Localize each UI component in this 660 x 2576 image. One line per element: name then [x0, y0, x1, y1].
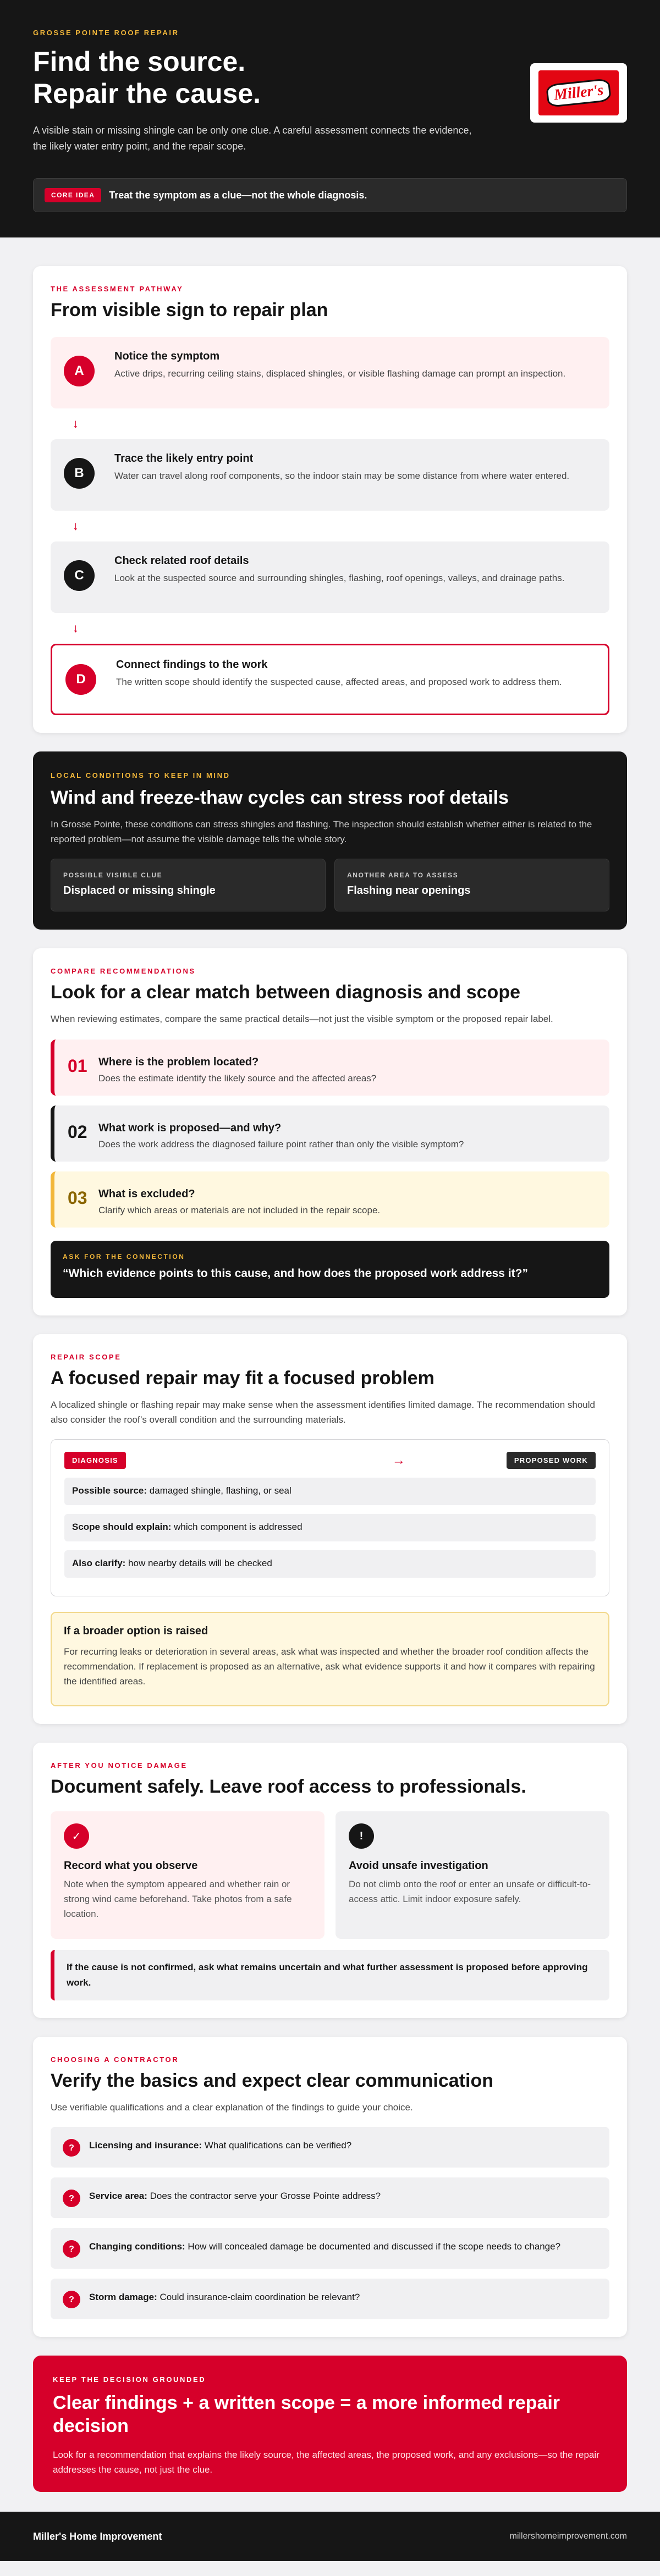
pathway-steps — [51, 337, 609, 715]
hero-subtitle: A visible stain or missing shingle can be only one clue. A careful assessment connects the evidence, the likely water entry point, and the repair scope. — [33, 125, 472, 152]
note-text: For recurring leaks or deterioration in several areas, ask what was inspected and whether the broader roof condition affects the recommendation. If replacement is proposed as an alternative, ask what evidence supports it and how it compares with repairing the identified areas. — [64, 1646, 595, 1687]
uncertainty-warning: If the cause is not confirmed, ask what remains uncertain and what further assessment is proposed before approving work. — [51, 1950, 609, 2000]
question-icon: ? — [63, 2139, 80, 2157]
step-a — [51, 337, 609, 408]
step-badge: D — [65, 664, 96, 695]
checklist-item — [51, 2177, 609, 2218]
checklist-item — [51, 2279, 609, 2319]
clue-value: Displaced or missing shingle — [63, 885, 216, 897]
assessment-pathway-card — [33, 266, 627, 733]
checkmark-icon: ✓ — [64, 1823, 89, 1849]
question-text: Does the work address the diagnosed failure point rather than only the visible symptom? — [98, 1139, 464, 1149]
safety-tiles — [51, 1811, 609, 1939]
checklist-text: How will concealed damage be documented and discussed if the scope needs to change? — [185, 2241, 561, 2252]
step-badge: A — [64, 356, 95, 386]
clue-value: Flashing near openings — [347, 885, 471, 897]
main-content — [0, 237, 660, 2492]
hero-title-line-2: Repair the cause. — [33, 78, 261, 109]
scope-eyebrow: REPAIR SCOPE — [51, 1353, 122, 1361]
checklist-text: Could insurance-claim coordination be relevant? — [157, 2292, 360, 2302]
checklist-label: Licensing and insurance: — [89, 2140, 202, 2151]
step-text: Water can travel along roof components, so the indoor stain may be some distance from where water entered. — [114, 471, 570, 481]
ask-quote: “Which evidence points to this cause, and how does the proposed work address it?” — [63, 1267, 528, 1280]
compare-eyebrow: COMPARE RECOMMENDATIONS — [51, 967, 196, 975]
diagnosis-tag: DIAGNOSIS — [64, 1452, 126, 1469]
clue-box — [51, 859, 326, 911]
question-title: What work is proposed—and why? — [98, 1122, 282, 1134]
question-icon: ? — [63, 2240, 80, 2258]
scope-text: A localized shingle or flashing repair may make sense when the assessment identifies limited damage. The recommendation should also consider the roof’s overall condition and the surrounding materials. — [51, 1400, 595, 1425]
step-title: Notice the symptom — [114, 350, 220, 362]
hero-title — [33, 46, 473, 109]
checklist-text: What qualifications can be verified? — [202, 2140, 352, 2151]
final-title: Clear findings + a written scope = a more informed repair decision — [53, 2392, 560, 2436]
question-item — [51, 1105, 609, 1162]
step-badge: C — [64, 560, 95, 591]
safety-card — [33, 1743, 627, 2018]
proposed-work-tag: PROPOSED WORK — [507, 1452, 596, 1469]
pathway-title: From visible sign to repair plan — [51, 300, 328, 320]
question-title: What is excluded? — [98, 1188, 195, 1200]
safety-title: Document safely. Leave roof access to professionals. — [51, 1776, 526, 1797]
question-title: Where is the problem located? — [98, 1056, 259, 1068]
tile-title: Avoid unsafe investigation — [349, 1860, 488, 1872]
safety-eyebrow: AFTER YOU NOTICE DAMAGE — [51, 1761, 188, 1770]
hero-banner — [0, 0, 660, 237]
final-eyebrow: KEEP THE DECISION GROUNDED — [53, 2375, 206, 2384]
step-title: Connect findings to the work — [116, 659, 268, 671]
arrow-down-icon: ↓ — [73, 519, 79, 533]
local-title: Wind and freeze-thaw cycles can stress roof details — [51, 787, 509, 808]
contractor-eyebrow: CHOOSING A CONTRACTOR — [51, 2055, 179, 2064]
question-number: 03 — [68, 1188, 87, 1208]
scope-row-label: Possible source: — [72, 1485, 147, 1496]
step-c — [51, 541, 609, 613]
step-badge: B — [64, 458, 95, 489]
contractor-card — [33, 2037, 627, 2337]
clue-box — [334, 859, 609, 911]
scope-row-label: Scope should explain: — [72, 1522, 172, 1532]
question-item — [51, 1040, 609, 1096]
clue-label: POSSIBLE VISIBLE CLUE — [63, 871, 163, 879]
diagnosis-scope-diagram — [51, 1439, 609, 1596]
scope-row-label: Also clarify: — [72, 1558, 126, 1568]
question-icon: ? — [63, 2291, 80, 2308]
hero-eyebrow: GROSSE POINTE ROOF REPAIR — [33, 29, 179, 37]
compare-title: Look for a clear match between diagnosis and scope — [51, 982, 521, 1003]
scope-row-text: which component is addressed — [171, 1522, 302, 1532]
core-idea-tag: CORE IDEA — [45, 188, 101, 202]
footer-website-link[interactable]: millershomeimprovement.com — [509, 2531, 627, 2541]
tile-title: Record what you observe — [64, 1860, 198, 1872]
logo-wordmark: Miller's — [546, 78, 612, 108]
arrow-down-icon: ↓ — [73, 621, 79, 635]
local-text: In Grosse Pointe, these conditions can stress shingles and flashing. The inspection should establish whether either is related to the reported problem—not assume the visible damage tells the whole story. — [51, 819, 592, 844]
clue-label: ANOTHER AREA TO ASSESS — [347, 871, 459, 879]
ask-label: ASK FOR THE CONNECTION — [63, 1253, 185, 1261]
clue-boxes — [51, 859, 609, 911]
logo-background — [538, 70, 619, 115]
step-d — [51, 644, 609, 715]
question-item — [51, 1171, 609, 1228]
arrow-right-icon: → — [392, 1452, 405, 1468]
contractor-text: Use verifiable qualifications and a clear explanation of the findings to guide your choice. — [51, 2102, 413, 2113]
step-title: Trace the likely entry point — [114, 452, 254, 465]
footer-brand: Miller's Home Improvement — [33, 2530, 162, 2542]
core-idea-text: Treat the symptom as a clue—not the whole diagnosis. — [109, 189, 367, 201]
scope-title: A focused repair may fit a focused problem — [51, 1368, 435, 1389]
step-text: The written scope should identify the suspected cause, affected areas, and proposed work to address them. — [116, 677, 562, 687]
checklist-label: Changing conditions: — [89, 2241, 185, 2252]
contractor-title: Verify the basics and expect clear communication — [51, 2070, 493, 2091]
local-eyebrow: LOCAL CONDITIONS TO KEEP IN MIND — [51, 771, 230, 780]
repair-scope-card — [33, 1334, 627, 1724]
question-number: 01 — [68, 1056, 87, 1076]
scope-row — [64, 1514, 596, 1541]
page-footer — [0, 2512, 660, 2561]
final-text: Look for a recommendation that explains the likely source, the affected areas, the proposed work, and any exclusions—so the repair addresses the cause, not just the clue. — [53, 2450, 600, 2475]
note-title: If a broader option is raised — [64, 1625, 208, 1637]
hero-title-line-1: Find the source. — [33, 46, 246, 77]
ask-connection-box — [51, 1241, 609, 1298]
checklist-item — [51, 2228, 609, 2269]
question-text: Clarify which areas or materials are not included in the repair scope. — [98, 1205, 381, 1215]
scope-row — [64, 1550, 596, 1578]
brand-logo[interactable] — [530, 63, 627, 123]
broader-option-note — [51, 1612, 609, 1706]
arrow-down-icon: ↓ — [73, 417, 79, 430]
step-text: Look at the suspected source and surrounding shingles, flashing, roof openings, valleys, and drainage paths. — [114, 573, 565, 583]
step-text: Active drips, recurring ceiling stains, displaced shingles, or visible flashing damage can prompt an inspection. — [114, 368, 566, 379]
core-idea-bar — [33, 178, 627, 212]
record-observation-tile — [51, 1811, 324, 1939]
decision-summary-banner — [33, 2356, 627, 2492]
scope-row-text: how nearby details will be checked — [125, 1558, 272, 1568]
checklist-item — [51, 2127, 609, 2168]
question-number: 02 — [68, 1122, 87, 1142]
step-b — [51, 439, 609, 511]
compare-recommendations-card — [33, 948, 627, 1315]
question-text: Does the estimate identify the likely source and the affected areas? — [98, 1073, 377, 1084]
tile-text: Do not climb onto the roof or enter an unsafe or difficult-to-access attic. Limit indoor exposure safely. — [349, 1879, 591, 1904]
checklist-label: Service area: — [89, 2191, 147, 2201]
scope-row — [64, 1478, 596, 1505]
diagram-header — [64, 1452, 596, 1469]
question-icon: ? — [63, 2190, 80, 2207]
checklist-text: Does the contractor serve your Grosse Pointe address? — [147, 2191, 381, 2201]
tile-text: Note when the symptom appeared and whether rain or strong wind came beforehand. Take photos from a safe location. — [64, 1879, 292, 1919]
checklist-label: Storm damage: — [89, 2292, 157, 2302]
warning-icon: ! — [349, 1823, 374, 1849]
avoid-unsafe-tile — [336, 1811, 609, 1939]
step-title: Check related roof details — [114, 555, 249, 567]
scope-row-text: damaged shingle, flashing, or seal — [147, 1485, 292, 1496]
pathway-eyebrow: THE ASSESSMENT PATHWAY — [51, 285, 184, 293]
local-conditions-card — [33, 751, 627, 930]
compare-text: When reviewing estimates, compare the same practical details—not just the visible symptom or the proposed repair label. — [51, 1014, 553, 1024]
